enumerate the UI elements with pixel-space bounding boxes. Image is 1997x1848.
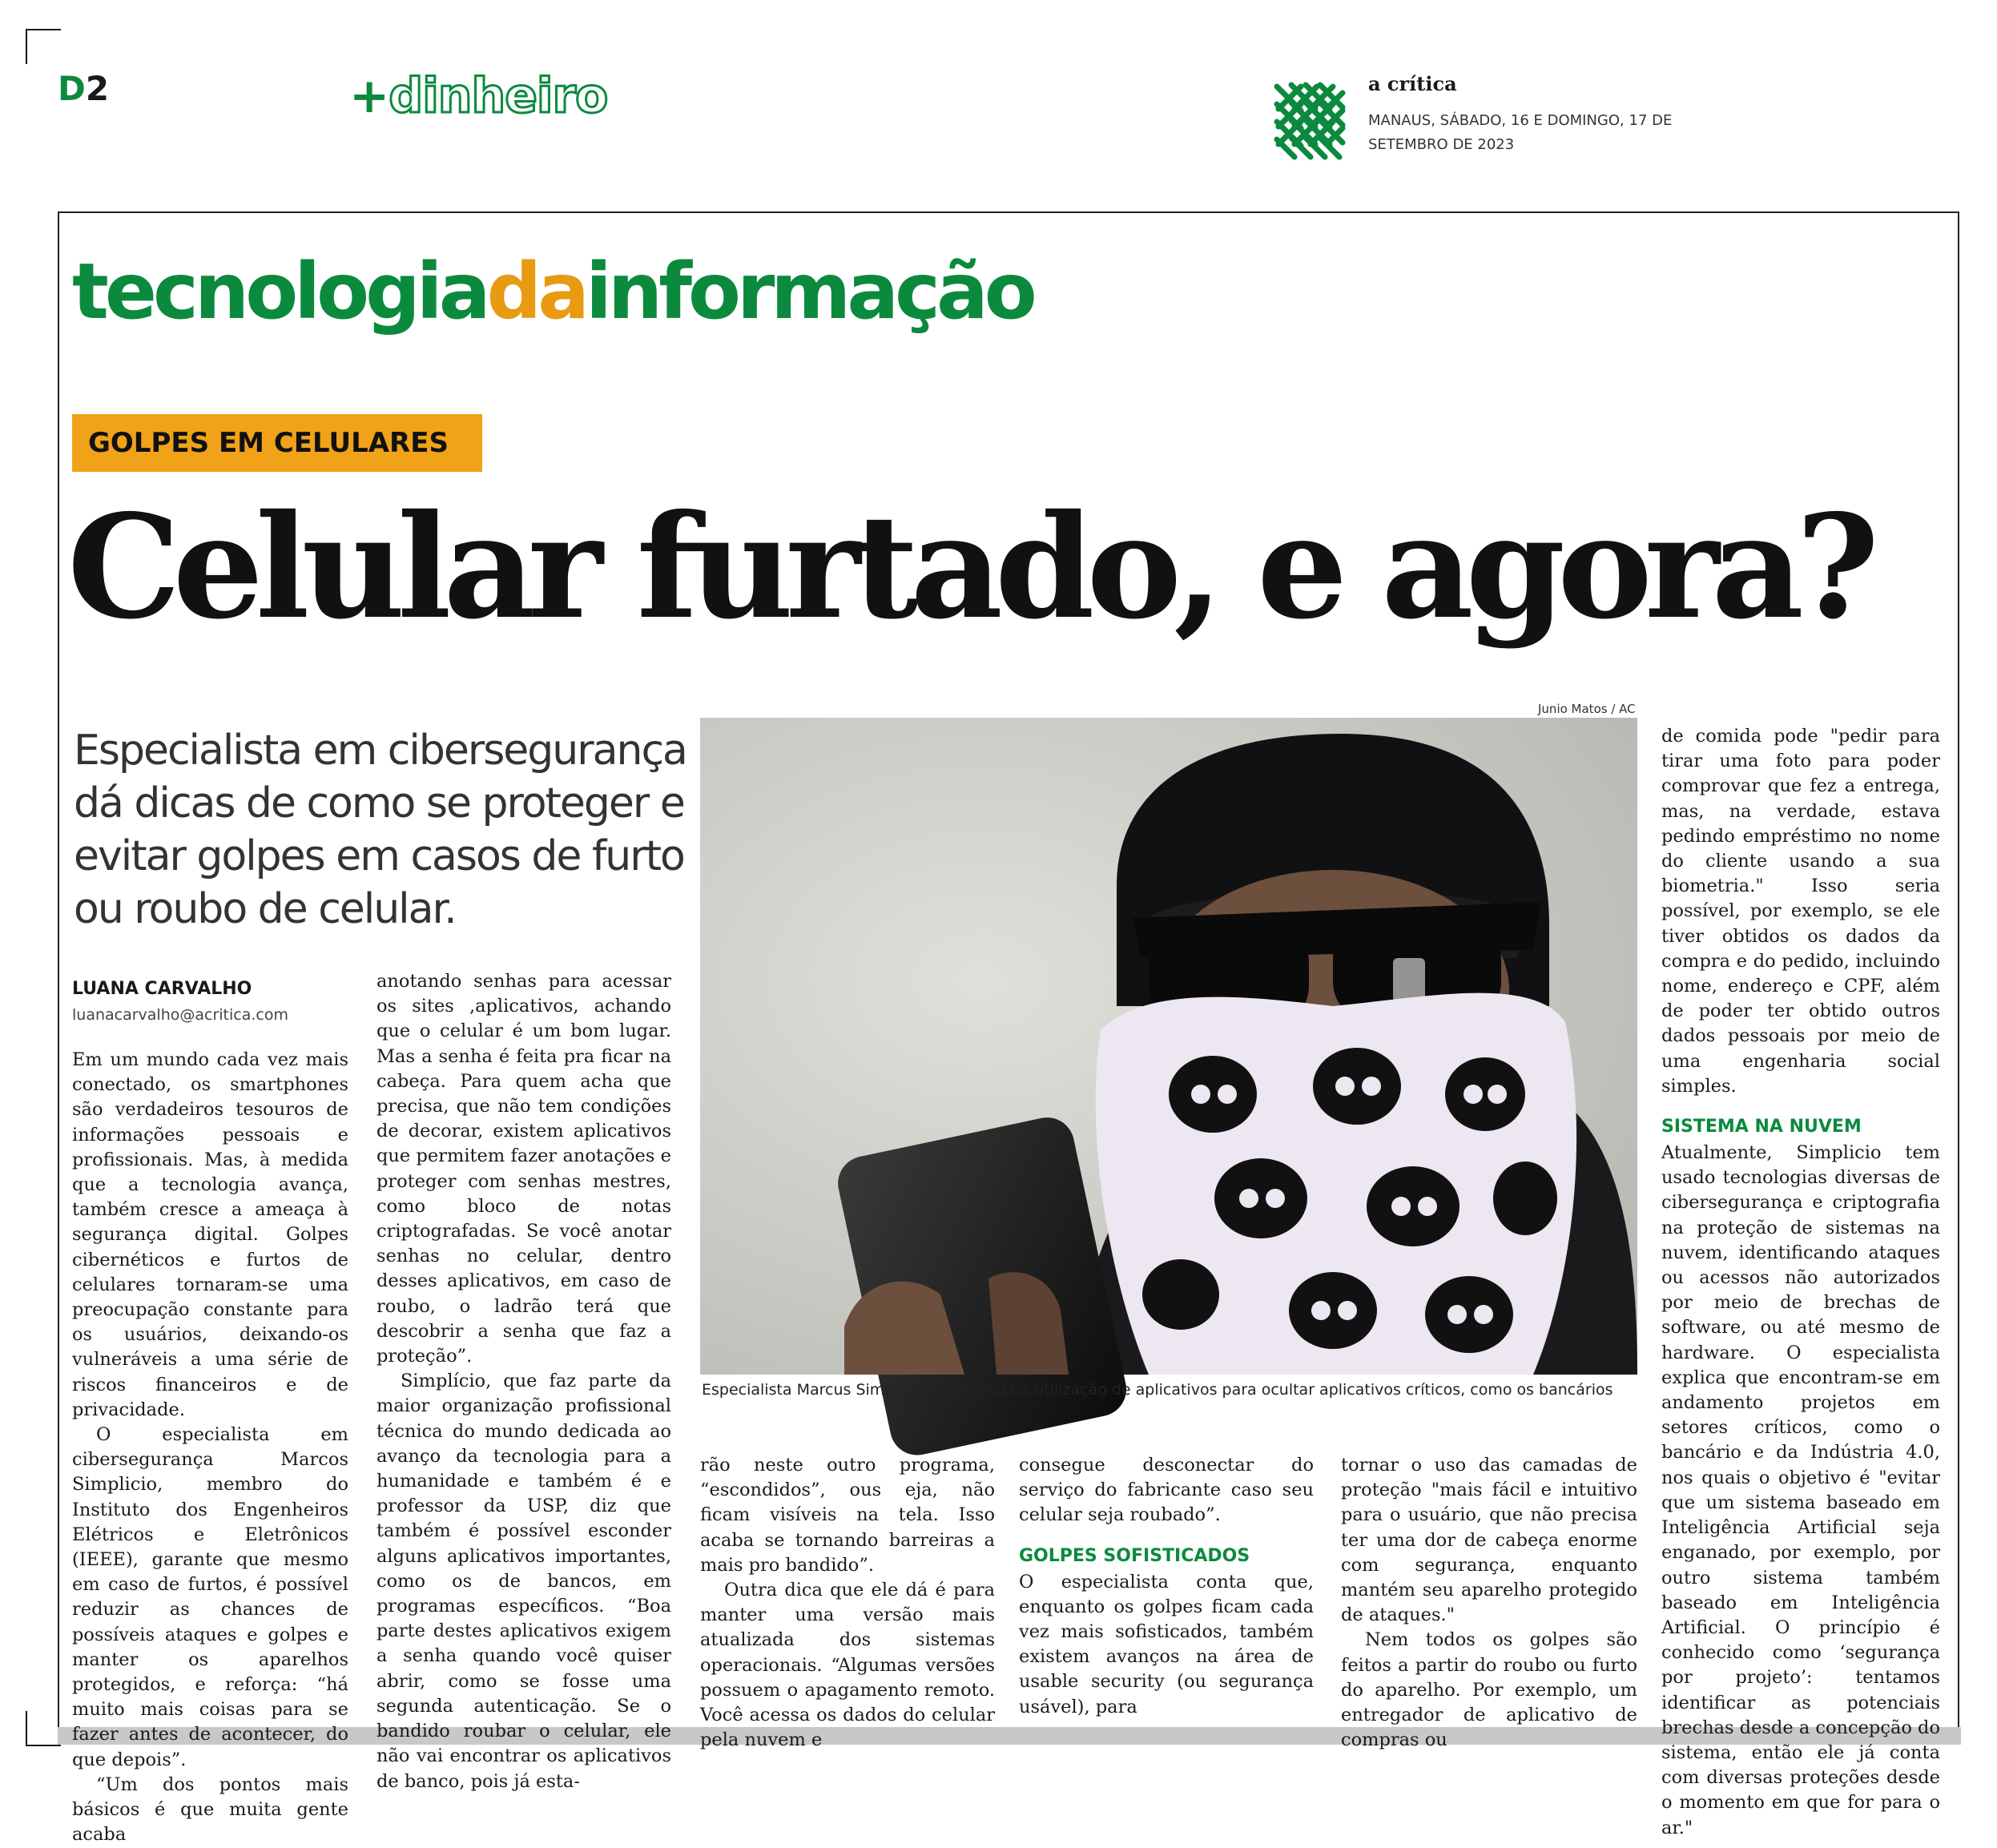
paragraph: de comida pode "pedir para tirar uma foto para poder comprovar que fez a entrega, mas, na verdade, estava pedindo empréstimo no nome do cliente usando a sua biometria." Isso seria possível, por exemplo, se ele tiver obtidos os dados da compra e do pedido, incluindo nome, endereço e CPF, além de poder ter obtido outros dados pessoais por meio de uma engenharia social simples.: [1661, 726, 1940, 1097]
paragraph: Outra dica que ele dá é para manter uma versão mais atualizada dos sistemas operacionais. “Algumas versões possuem o apagamento remoto. Você acessa os dados do celular pela nuvem e: [700, 1580, 995, 1751]
paragraph: consegue desconectar do serviço do fabricante caso seu celular seja roubado”.: [1019, 1455, 1314, 1526]
paragraph: anotando senhas para acessar os sites ,aplicativos, achando que o celular é um bom lugar. Mas a senha é feita pra ficar na cabeça. Para quem acha que precisa, que não tem condições de decorar, existem aplicativos que permitem fazer anotações e proteger com senhas mestres, como bloco de notas criptografadas. Se você anotar senhas no celular, dentro desses aplicativos, em caso de roubo, o ladrão terá que descobrir a senha que faz a proteção”.: [376, 971, 671, 1367]
author-name: LUANA CARVALHO: [72, 979, 252, 999]
article-column-2: [376, 969, 671, 1794]
paragraph: Nem todos os golpes são feitos a partir do roubo ou furto do aparelho. Por exemplo, um entregador de aplicativo de compras ou: [1341, 1629, 1637, 1751]
paragraph: O especialista conta que, enquanto os golpes ficam cada vez mais sofisticados, também existem avanços na área de usable security (ou segurança usável), para: [1019, 1571, 1314, 1717]
masked-man-photo: [700, 718, 1637, 1375]
article-photo: [700, 718, 1637, 1375]
section-kicker: tecnologiadainformação: [72, 247, 1033, 336]
crop-mark-top-left-v: [26, 29, 27, 64]
page-number: D2: [58, 69, 110, 108]
brand-name: a crítica: [1368, 72, 1457, 95]
crop-mark-top-left-h: [26, 29, 61, 30]
subhead-sistema-na-nuvem: SISTEMA NA NUVEM: [1661, 1117, 1862, 1137]
dateline: MANAUS, SÁBADO, 16 E DOMINGO, 17 DE SETEMBRO DE 2023: [1368, 112, 1673, 153]
paragraph: rão neste outro programa, “escondidos”, ous eja, não ficam visíveis na tela. Isso acaba se tornando barreiras a mais pro bandido”.: [700, 1455, 995, 1576]
deck: Especialista em cibersegurança dá dicas de como se proteger e evitar golpes em casos de furto ou roubo de celular.: [74, 727, 686, 933]
paragraph: Atualmente, Simplicio tem usado tecnologias diversas de cibersegurança e criptografia na proteção de sistemas na nuvem, identificando ataques ou acessos não autorizados por meio de brechas de software, ou até mesmo de hardware. O especialista explica que encontram-se em andamento projetos em setores críticos, como o bancário e da Indústria 4.0, nos quais o objetivo é "evitar que um sistema baseado em Inteligência Artificial seja enganado, por exemplo, por outro sistema também baseado em Inteligência Artificial. O princípio é conhecido como ‘segurança por projeto’: tentamos identificar as potenciais brechas desde a concepção do sistema, então ele já conta com diversas proteções desde o momento em que for para o ar.": [1661, 1142, 1941, 1838]
paragraph: O especialista em cibersegurança Marcos Simplicio, membro do Instituto dos Engenheiros Elétricos e Eletrônicos (IEEE), garante que mesmo em caso de furtos, é possível reduzir as chances de possíveis ataques e golpes e manter os aparelhos protegidos, e reforça: “há muito mais coisas para se fazer antes de acontecer, do que depois”.: [72, 1424, 348, 1770]
headline: Celular furtado, e agora?: [67, 483, 1872, 650]
photo-caption: Especialista Marcus Simplício recomenda a utilização de aplicativos para ocultar aplicativos críticos, como os bancários: [702, 1381, 1613, 1399]
author-email: luanacarvalho@acritica.com: [72, 1006, 288, 1024]
newspaper-logo-icon: [1272, 80, 1346, 160]
article-column-6: [1661, 724, 1940, 1841]
subhead-golpes-sofisticados: GOLPES SOFISTICADOS: [1019, 1545, 1250, 1566]
article-column-5: [1341, 1453, 1637, 1753]
paragraph: “Um dos pontos mais básicos é que muita gente acaba: [72, 1774, 348, 1846]
crop-mark-bottom-left-h: [26, 1745, 61, 1746]
photo-credit: Junio Matos / AC: [1538, 702, 1636, 716]
article-column-1: [72, 1048, 348, 1848]
crop-mark-bottom-left-v: [26, 1711, 27, 1746]
paragraph: Em um mundo cada vez mais conectado, os smartphones são verdadeiros tesouros de informações pessoais e profissionais. Mas, à medida que a tecnologia avança, também cresce a ameaça à segurança digital. Golpes cibernéticos e furtos de celulares tornaram-se uma preocupação constante para os usuários, deixando-os vulneráveis a uma série de riscos financeiros e de privacidade.: [72, 1049, 348, 1420]
topic-tag: GOLPES EM CELULARES: [72, 414, 482, 472]
paragraph: tornar o uso das camadas de proteção "mais fácil e intuitivo para o usuário, que não precisa ter uma dor de cabeça enorme com segurança, enquanto mantém seu aparelho protegido de ataques.": [1341, 1455, 1637, 1626]
section-logo: +dinheiro: [349, 68, 608, 124]
paragraph: Simplício, que faz parte da maior organização profissional técnica do mundo dedicada ao avanço da tecnologia para a humanidade e também é e professor da USP, diz que também é possível esconder alguns aplicativos importantes, como os de bancos, em programas específicos. “Boa parte destes aplicativos exigem a senha quando você quiser abrir, como se fosse uma segunda autenticação. Se o bandido roubar o celular, ele não vai encontrar os aplicativos de banco, pois já esta-: [376, 1371, 671, 1792]
article-column-4: [1019, 1453, 1314, 1720]
article-column-3: [700, 1453, 995, 1753]
